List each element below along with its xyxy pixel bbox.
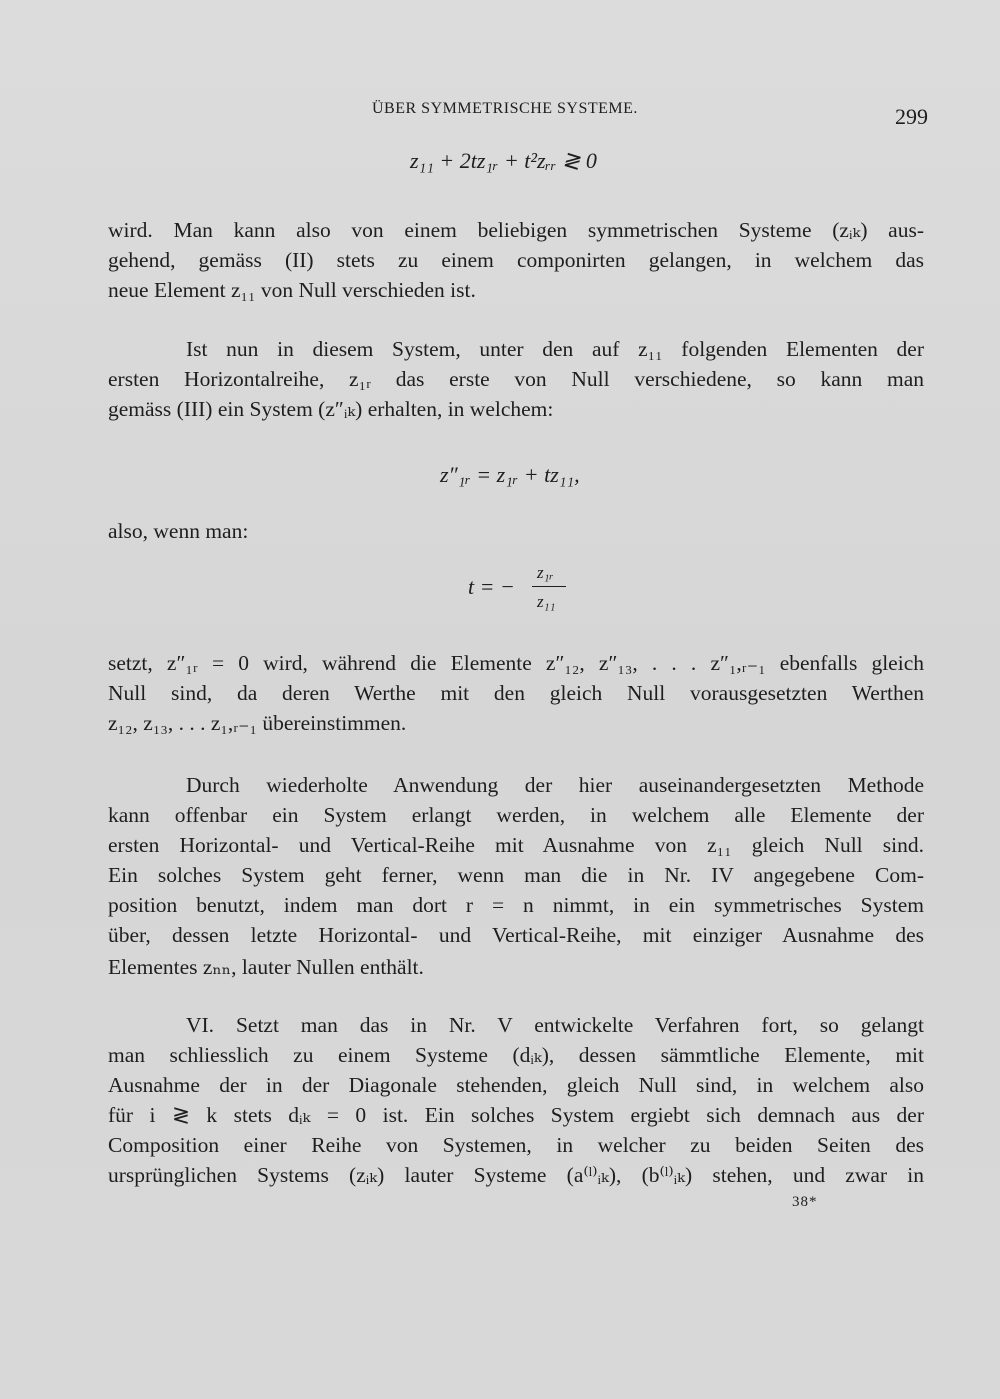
text-line: neue Element z₁₁ von Null verschieden ist. (108, 278, 476, 302)
section-vi-line: VI. Setzt man das in Nr. V entwickelte Verfahren fort, so gelangt (186, 1013, 924, 1037)
equation-1: z₁₁ + 2tz₁ᵣ + t²zᵣᵣ ≷ 0 (410, 148, 597, 173)
text-line: über, dessen letzte Horizontal- und Vertical-Reihe, mit einziger Ausnahme des (108, 923, 924, 947)
text-line: für i ≷ k stets dᵢₖ = 0 ist. Ein solches System ergiebt sich demnach aus der (108, 1103, 924, 1127)
text-line: ersten Horizontal- und Vertical-Reihe mit Ausnahme von z₁₁ gleich Null sind. (108, 833, 924, 857)
text-line: position benutzt, indem man dort r = n nimmt, in ein symmetrisches System (108, 893, 924, 917)
page-number: 299 (895, 104, 928, 129)
text-line: Ausnahme der in der Diagonale stehenden, gleich Null sind, in welchem also (108, 1073, 924, 1097)
equation-3-left: t = − (468, 574, 515, 599)
text-line: Durch wiederholte Anwendung der hier auseinandergesetzten Methode (186, 773, 924, 797)
running-header: ÜBER SYMMETRISCHE SYSTEME. (372, 100, 638, 117)
text-line: wird. Man kann also von einem beliebigen symmetrischen Systeme (zᵢₖ) aus- (108, 218, 924, 242)
equation-3-denominator: z₁₁ (537, 592, 556, 611)
text-line: gemäss (III) ein System (z″ᵢₖ) erhalten, in welchem: (108, 397, 554, 421)
text-line: Ist nun in diesem System, unter den auf z₁₁ folgenden Elementen der (186, 337, 924, 361)
text-line: also, wenn man: (108, 519, 249, 543)
signature-mark: 38* (792, 1194, 818, 1210)
text-line: ersten Horizontalreihe, z₁ᵣ das erste von Null verschiedene, so kann man (108, 367, 924, 391)
text-line: kann offenbar ein System erlangt werden, in welchem alle Elemente der (108, 803, 924, 827)
text-line: ursprünglichen Systems (zᵢₖ) lauter Systeme (a⁽ˡ⁾ᵢₖ), (b⁽ˡ⁾ᵢₖ) stehen, und zwar in (108, 1163, 924, 1187)
text-line: Ein solches System geht ferner, wenn man die in Nr. IV angegebene Com- (108, 863, 924, 887)
text-line: setzt, z″₁ᵣ = 0 wird, während die Elemente z″₁₂, z″₁₃, . . . z″₁,ᵣ₋₁ ebenfalls gleich (108, 651, 924, 675)
text-line: Elementes zₙₙ, lauter Nullen enthält. (108, 955, 424, 979)
fraction-bar (532, 586, 566, 587)
equation-2: z″₁ᵣ = z₁ᵣ + tz₁₁, (440, 462, 580, 487)
text-line: Null sind, da deren Werthe mit den gleich Null vorausgesetzten Werthen (108, 681, 924, 705)
text-line: z₁₂, z₁₃, . . . z₁,ᵣ₋₁ übereinstimmen. (108, 711, 407, 735)
text-line: gehend, gemäss (II) stets zu einem componirten gelangen, in welchem das (108, 248, 924, 272)
equation-3-numerator: z₁ᵣ (537, 563, 554, 582)
text-line: man schliesslich zu einem Systeme (dᵢₖ), dessen sämmtliche Elemente, mit (108, 1043, 924, 1067)
text-line: Composition einer Reihe von Systemen, in welcher zu beiden Seiten des (108, 1133, 924, 1157)
